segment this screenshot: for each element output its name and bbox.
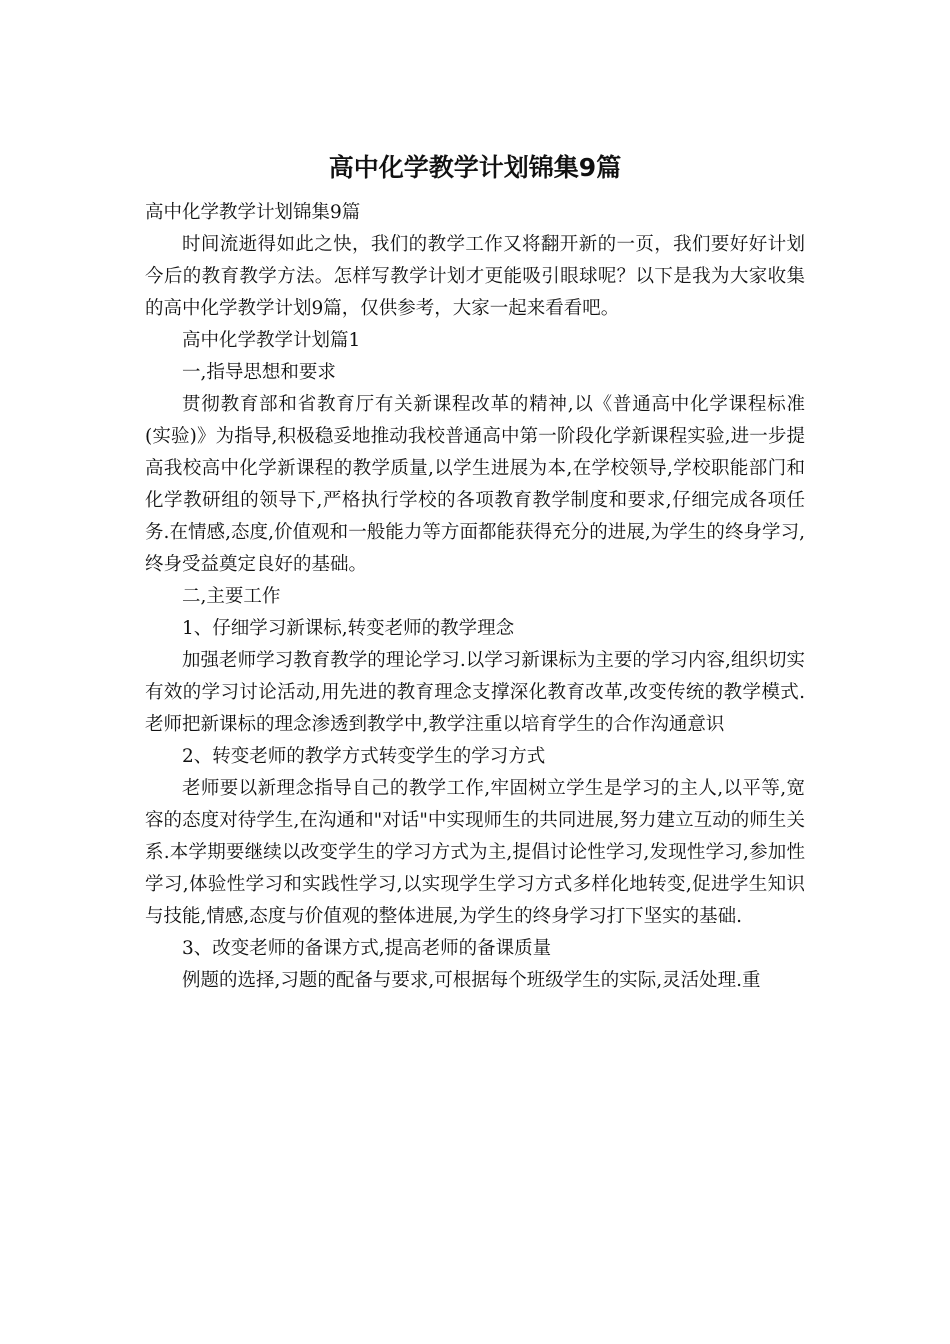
part1-heading: 一,指导思想和要求 (182, 362, 336, 383)
document-title: 高中化学教学计划锦集9篇 (328, 153, 622, 182)
part2-heading: 二,主要工作 (182, 586, 281, 607)
item1-paragraph: 加强老师学习教育教学的理论学习.以学习新课标为主要的学习内容,组织切实有效的学习讨论活动,用先进的教育理念支撑深化教育改革,改变传统的教学模式.老师把新课标的理念渗透到教学中,教学注重以培育学生的合作沟通意识 (145, 650, 805, 735)
section-title: 高中化学教学计划篇1 (182, 330, 361, 351)
item1-heading: 1、仔细学习新课标,转变老师的教学理念 (182, 618, 515, 639)
intro-paragraph: 时间流逝得如此之快，我们的教学工作又将翻开新的一页，我们要好好计划今后的教育教学方法。怎样写教学计划才更能吸引眼球呢？以下是我为大家收集的高中化学教学计划9篇，仅供参考，大家一起来看看吧。 (145, 234, 805, 319)
item2-heading: 2、转变老师的教学方式转变学生的学习方式 (182, 746, 546, 767)
part1-paragraph: 贯彻教育部和省教育厅有关新课程改革的精神,以《普通高中化学课程标准(实验)》为指导,积极稳妥地推动我校普通高中第一阶段化学新课程实验,进一步提高我校高中化学新课程的教学质量,以学生进展为本,在学校领导,学校职能部门和化学教研组的领导下,严格执行学校的各项教育教学制度和要求,仔细完成各项任务.在情感,态度,价值观和一般能力等方面都能获得充分的进展,为学生的终身学习,终身受益奠定良好的基础。 (145, 394, 805, 575)
item3-heading: 3、改变老师的备课方式,提高老师的备课质量 (182, 938, 552, 959)
item2-paragraph: 老师要以新理念指导自己的教学工作,牢固树立学生是学习的主人,以平等,宽容的态度对待学生,在沟通和"对话"中实现师生的共同进展,努力建立互动的师生关系.本学期要继续以改变学生的学习方式为主,提倡讨论性学习,发现性学习,参加性学习,体验性学习和实践性学习,以实现学生学习方式多样化地转变,促进学生知识与技能,情感,态度与价值观的整体进展,为学生的终身学习打下坚实的基础. (145, 778, 805, 927)
document-subtitle: 高中化学教学计划锦集9篇 (145, 202, 361, 223)
item3-paragraph: 例题的选择,习题的配备与要求,可根据每个班级学生的实际,灵活处理.重 (182, 970, 761, 991)
document-body (145, 197, 805, 997)
